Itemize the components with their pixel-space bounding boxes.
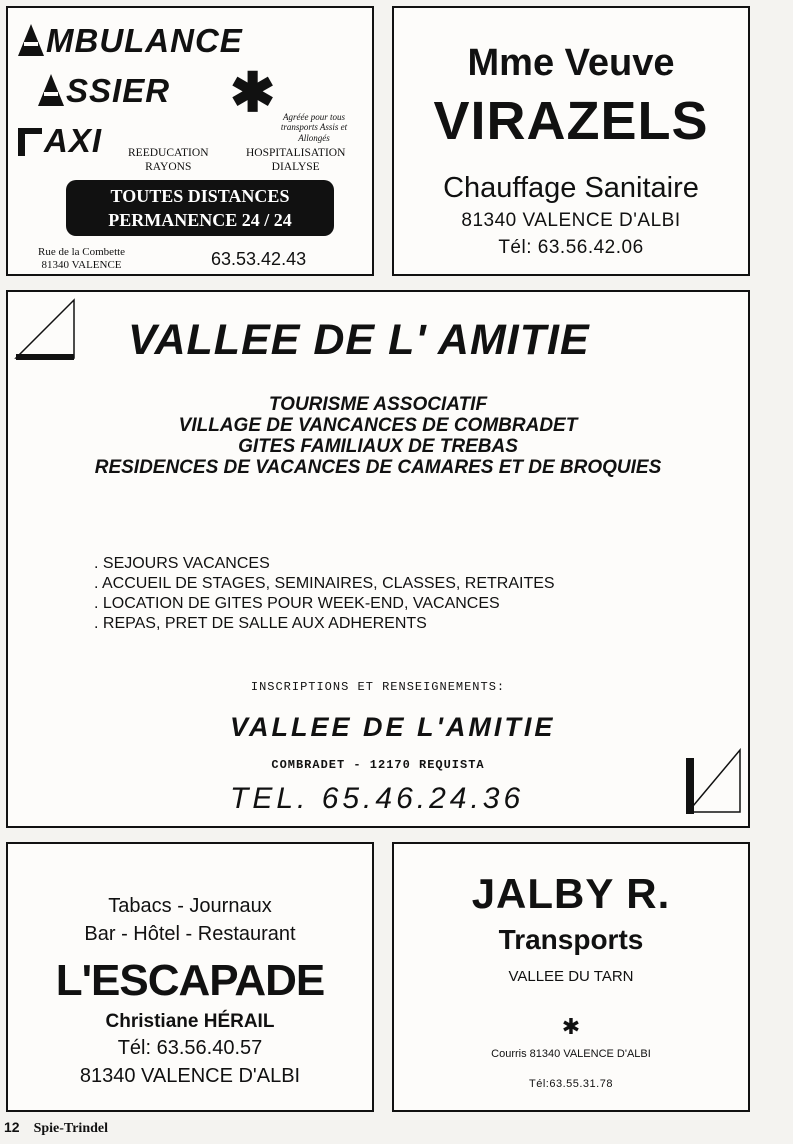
service-hospitalisation: HOSPITALISATION — [246, 147, 346, 159]
badge-line2: PERMANENCE 24 / 24 — [108, 210, 292, 230]
virazels-line4: 81340 VALENCE D'ALBI — [461, 210, 681, 231]
ambulance-agreement: Agréée pour tous transports Assis et Allongés — [280, 112, 348, 143]
assier-logo-a — [38, 74, 64, 106]
vallee-inscriptions: INSCRIPTIONS ET RENSEIGNEMENTS: — [250, 680, 506, 694]
vallee-address: COMBRADET - 12170 REQUISTA — [271, 758, 485, 772]
taxi-logo-t — [18, 128, 42, 156]
vallee-service-1: . SEJOURS VACANCES — [94, 555, 270, 572]
vallee-service-3: . LOCATION DE GITES POUR WEEK-END, VACANCES — [94, 595, 500, 612]
ambulance-name-line1: MBULANCE — [46, 22, 243, 59]
jalby-area: VALLEE DU TARN — [508, 968, 634, 985]
vallee-hand-name: VALLEE DE L'AMITIE — [230, 712, 556, 742]
ambulance-name-line3: AXI — [44, 122, 103, 159]
virazels-line2: VIRAZELS — [433, 91, 709, 151]
escapade-ad — [6, 842, 374, 1112]
jalby-ad — [392, 842, 750, 1112]
ambulance-logo-a — [18, 24, 44, 56]
vallee-line-1: TOURISME ASSOCIATIF — [268, 394, 488, 415]
vallee-lines — [8, 394, 748, 478]
escapade-line1: Tabacs - Journaux — [108, 895, 272, 917]
ambulance-ad — [6, 6, 374, 276]
ambulance-address — [38, 246, 125, 271]
badge-line1: TOUTES DISTANCES — [110, 186, 290, 206]
ambulance-services-left — [128, 147, 209, 175]
corner-triangle-icon — [686, 748, 742, 814]
service-dialyse: DIALYSE — [271, 160, 320, 173]
vallee-service-4: . REPAS, PRET DE SALLE AUX ADHERENTS — [94, 615, 427, 632]
address-line2: 81340 VALENCE — [41, 258, 122, 271]
escapade-name: L'ESCAPADE — [55, 956, 325, 1005]
virazels-ad — [392, 6, 750, 276]
jalby-activity: Transports — [498, 924, 644, 955]
jalby-phone: Tél:63.55.31.78 — [529, 1078, 613, 1090]
vallee-line-3: GITES FAMILIAUX DE TREBAS — [238, 436, 518, 457]
corner-triangle-icon — [14, 298, 76, 360]
service-reeducation: REEDUCATION — [128, 147, 209, 159]
page-number: 12 — [4, 1119, 20, 1135]
page-footer — [4, 1119, 108, 1137]
virazels-line5: Tél: 63.56.42.06 — [498, 237, 644, 258]
publication-brand: Spie-Trindel — [33, 1121, 108, 1136]
vallee-line-4: RESIDENCES DE VACANCES DE CAMARES ET DE BROQUIES — [94, 457, 662, 478]
star-icon: ✱ — [561, 1014, 581, 1039]
vallee-amitie-ad — [6, 290, 750, 828]
ambulance-name-line2: SSIER — [66, 72, 171, 109]
escapade-phone: Tél: 63.56.40.57 — [117, 1037, 263, 1059]
service-rayons: RAYONS — [145, 160, 192, 173]
jalby-address: Courris 81340 VALENCE D'ALBI — [491, 1048, 651, 1060]
vallee-services — [94, 554, 555, 634]
ambulance-phone: 63.53.42.43 — [211, 249, 307, 269]
jalby-name: JALBY R. — [471, 870, 671, 917]
vallee-line-2: VILLAGE DE VANCANCES DE COMBRADET — [178, 415, 578, 436]
ambulance-badge — [66, 180, 334, 236]
address-line1: Rue de la Combette — [38, 246, 126, 258]
escapade-line2: Bar - Hôtel - Restaurant — [84, 923, 296, 945]
escapade-owner: Christiane HÉRAIL — [105, 1011, 275, 1032]
vallee-title: VALLEE DE L' AMITIE — [128, 316, 590, 364]
asterisk-icon: ✱ — [230, 63, 276, 123]
escapade-address: 81340 VALENCE D'ALBI — [79, 1065, 301, 1087]
vallee-service-2: . ACCUEIL DE STAGES, SEMINAIRES, CLASSES, RETRAITES — [94, 575, 555, 592]
virazels-line3: Chauffage Sanitaire — [443, 172, 699, 204]
virazels-line1: Mme Veuve — [467, 42, 675, 84]
ambulance-services-right — [246, 147, 345, 175]
vallee-phone: TEL. 65.46.24.36 — [230, 782, 525, 815]
